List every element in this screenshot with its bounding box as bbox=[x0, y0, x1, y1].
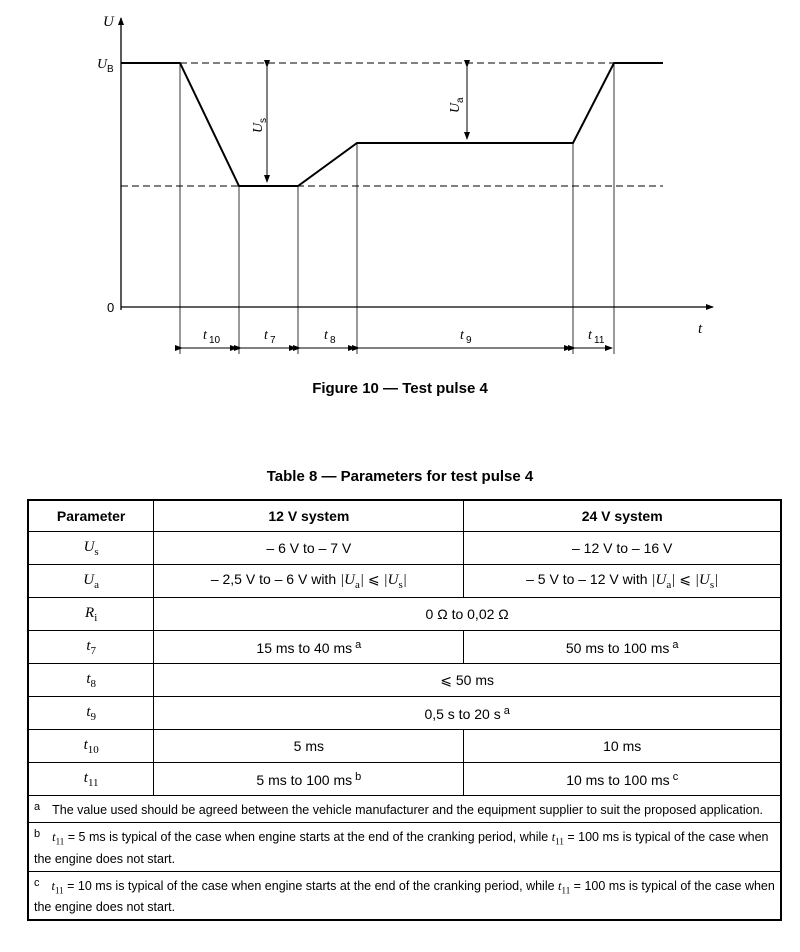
svg-text:t: t bbox=[588, 328, 592, 343]
param-cell: $t_7$ bbox=[28, 631, 154, 664]
table-row-us bbox=[28, 532, 781, 565]
svg-text:t: t bbox=[324, 328, 328, 343]
footnote-c: c $t_{11} = 10$ ms is typical of the case when engine starts at the end of the cranking period, while $t_{11} = 100$ ms is typical of the case when the engine does not start. bbox=[28, 871, 781, 920]
footnote-a: a The value used should be agreed between the vehicle manufacturer and the equipment supplier to suit the proposed application. bbox=[28, 796, 781, 823]
svg-text:t: t bbox=[264, 328, 268, 343]
svg-text:9: 9 bbox=[466, 335, 472, 346]
value-merged: 0 Ω to 0,02 Ω bbox=[154, 598, 781, 631]
value-merged: 0,5 s to 20 s $^a$ bbox=[154, 697, 781, 730]
zero-label: 0 bbox=[107, 300, 115, 315]
svg-text:t: t bbox=[460, 328, 464, 343]
param-cell: $t_{11}$ bbox=[28, 763, 154, 796]
table-header-row bbox=[28, 500, 781, 532]
header-parameter: Parameter bbox=[28, 500, 154, 532]
table-caption: Table 8 — Parameters for test pulse 4 bbox=[266, 468, 534, 485]
param-cell: $t_9$ bbox=[28, 697, 154, 730]
svg-text:t: t bbox=[203, 328, 207, 343]
table-row-t7 bbox=[28, 631, 781, 664]
svg-text:B: B bbox=[107, 64, 114, 75]
param-cell: $R_i$ bbox=[28, 598, 154, 631]
t-axis-label: t bbox=[698, 321, 703, 337]
value-12v: 5 ms to 100 ms $^b$ bbox=[154, 763, 464, 796]
parameters-table bbox=[27, 499, 782, 921]
table-row-ri bbox=[28, 598, 781, 631]
footnote-b: b $t_{11} = 5$ ms is typical of the case when engine starts at the end of the cranking period, while $t_{11} = 100$ ms is typical of the case when the engine does not start. bbox=[28, 823, 781, 872]
value-24v: – 5 V to – 12 V with $|U_a|$ ⩽ $|U_s|$ bbox=[464, 565, 781, 598]
svg-text:8: 8 bbox=[330, 335, 336, 346]
table-row-t11 bbox=[28, 763, 781, 796]
t11-label bbox=[588, 328, 605, 346]
value-24v: 10 ms to 100 ms $^c$ bbox=[464, 763, 781, 796]
interval-guides bbox=[180, 63, 614, 354]
value-merged: ⩽ 50 ms bbox=[154, 664, 781, 697]
table-row-t8 bbox=[28, 664, 781, 697]
value-12v: – 2,5 V to – 6 V with $|U_a|$ ⩽ $|U_s|$ bbox=[154, 565, 464, 598]
test-pulse-4-figure bbox=[0, 0, 800, 380]
pulse-waveform bbox=[121, 63, 663, 186]
value-24v: 10 ms bbox=[464, 730, 781, 763]
us-label bbox=[251, 118, 269, 133]
value-24v: – 12 V to – 16 V bbox=[464, 532, 781, 565]
svg-text:10: 10 bbox=[209, 335, 221, 346]
t10-label bbox=[203, 328, 221, 346]
header-12v: 12 V system bbox=[154, 500, 464, 532]
footnote-c-row bbox=[28, 871, 781, 920]
t8-label bbox=[324, 328, 336, 346]
u-axis-label: U bbox=[103, 14, 114, 30]
svg-text:a: a bbox=[455, 97, 466, 103]
svg-text:s: s bbox=[258, 118, 269, 123]
svg-text:U: U bbox=[448, 102, 463, 113]
value-12v: 5 ms bbox=[154, 730, 464, 763]
param-cell: $U_a$ bbox=[28, 565, 154, 598]
t7-label bbox=[264, 328, 276, 346]
param-cell: $t_{10}$ bbox=[28, 730, 154, 763]
table-row-t9 bbox=[28, 697, 781, 730]
svg-text:7: 7 bbox=[270, 335, 276, 346]
ub-label bbox=[97, 57, 114, 75]
svg-text:11: 11 bbox=[594, 335, 605, 346]
header-24v: 24 V system bbox=[464, 500, 781, 532]
footnote-b-row bbox=[28, 823, 781, 872]
table-row-ua bbox=[28, 565, 781, 598]
value-12v: 15 ms to 40 ms $^a$ bbox=[154, 631, 464, 664]
table-row-t10 bbox=[28, 730, 781, 763]
svg-text:U: U bbox=[251, 122, 266, 133]
value-24v: 50 ms to 100 ms $^a$ bbox=[464, 631, 781, 664]
figure-caption: Figure 10 — Test pulse 4 bbox=[312, 380, 488, 397]
t9-label bbox=[460, 328, 472, 346]
value-12v: – 6 V to – 7 V bbox=[154, 532, 464, 565]
ua-label bbox=[448, 97, 466, 113]
svg-text:U: U bbox=[97, 57, 108, 72]
param-cell: $t_8$ bbox=[28, 664, 154, 697]
footnote-a-row bbox=[28, 796, 781, 823]
param-cell: $U_s$ bbox=[28, 532, 154, 565]
